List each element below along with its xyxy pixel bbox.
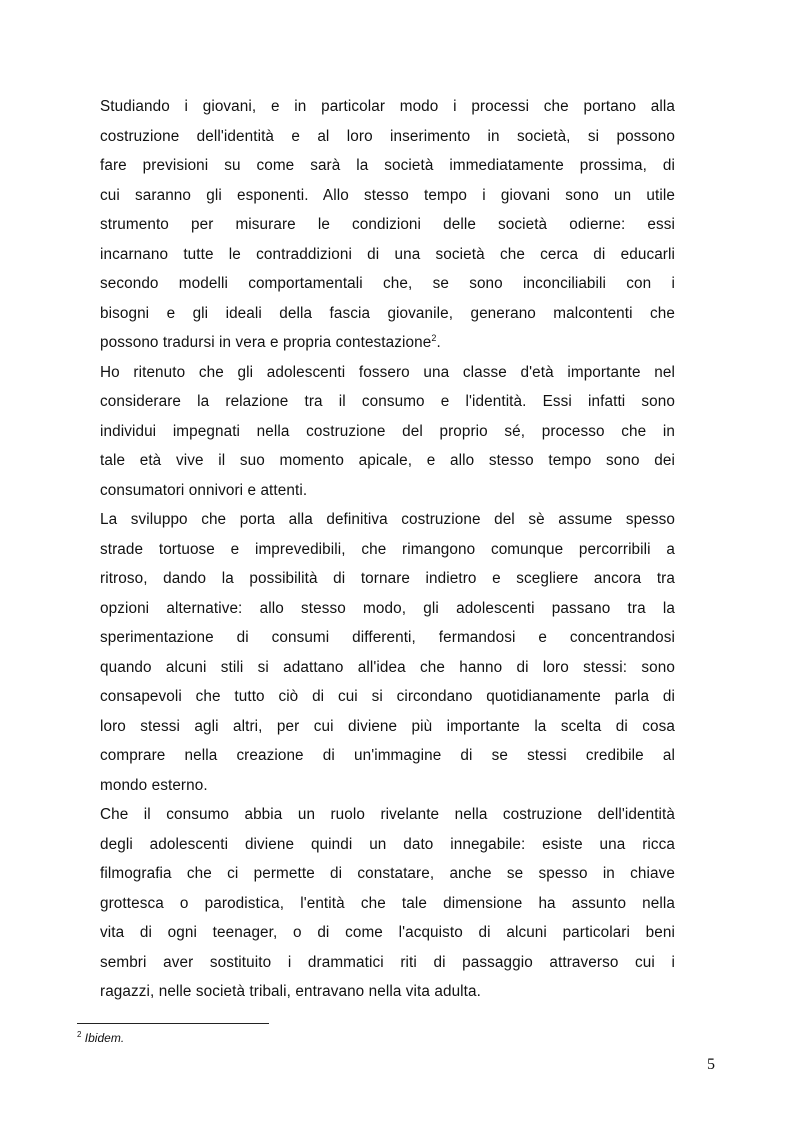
text-line: opzioni alternative: allo stesso modo, gli adolescenti passano tra la [100, 599, 675, 617]
text-line: comprare nella creazione di un'immagine di se stessi credibile al [100, 747, 675, 764]
text-line: consumatori onnivori e attenti. [100, 481, 308, 499]
text-line: strade tortuose e imprevedibili, che rimangono comunque percorribili a [100, 540, 675, 558]
paragraph-3 [100, 505, 675, 800]
text-line-last [100, 328, 675, 358]
text-line: cui saranno gli esponenti. Allo stesso tempo i giovani sono un utile [100, 186, 675, 204]
text-line: secondo modelli comportamentali che, se sono inconciliabili con i [100, 275, 675, 292]
paragraph-2 [100, 358, 675, 506]
text-line: fare previsioni su come sarà la società immediatamente prossima, di [100, 157, 675, 174]
body-text [100, 92, 675, 1007]
text-line: sperimentazione di consumi differenti, fermandosi e concentrandosi [100, 629, 675, 646]
text-line: grottesca o parodistica, l'entità che tale dimensione ha assunto nella [100, 894, 675, 912]
paragraph-1 [100, 92, 675, 358]
text-line: strumento per misurare le condizioni delle società odierne: essi [100, 216, 675, 233]
text-line: ritroso, dando la possibilità di tornare indietro e scegliere ancora tra [100, 570, 675, 587]
text-line: possono tradursi in vera e propria contestazione [100, 334, 432, 351]
text-line: Che il consumo abbia un ruolo rivelante nella costruzione dell'identità [100, 806, 675, 823]
text-line: filmografia che ci permette di constatare, anche se spesso in chiave [100, 865, 675, 882]
page-number: 5 [707, 1056, 715, 1073]
text-line: individui impegnati nella costruzione del proprio sé, processo che in [100, 422, 675, 440]
text-line: degli adolescenti diviene quindi un dato innegabile: esiste una ricca [100, 835, 675, 853]
footnote-separator [77, 1023, 269, 1024]
text-line: Ho ritenuto che gli adolescenti fossero una classe d'età importante nel [100, 363, 675, 381]
text-line: consapevoli che tutto ciò di cui si circondano quotidianamente parla di [100, 688, 675, 705]
text-line: La sviluppo che porta alla definitiva costruzione del sè assume spesso [100, 511, 675, 528]
text-line: loro stessi agli altri, per cui diviene più importante la scelta di cosa [100, 717, 675, 735]
text-line: mondo esterno. [100, 776, 208, 794]
text-line: vita di ogni teenager, o di come l'acquisto di alcuni particolari beni [100, 924, 675, 941]
paragraph-4 [100, 800, 675, 1007]
footnote [77, 1030, 124, 1046]
footnote-reference[interactable]: 2 [431, 332, 437, 343]
text-line: sembri aver sostituito i drammatici riti di passaggio attraverso cui i [100, 953, 675, 971]
text-line: quando alcuni stili si adattano all'idea che hanno di loro stessi: sono [100, 658, 675, 676]
sentence-end: . [436, 334, 441, 351]
text-line: ragazzi, nelle società tribali, entravano nella vita adulta. [100, 983, 481, 1000]
footnote-text: Ibidem. [84, 1031, 125, 1045]
text-line: considerare la relazione tra il consumo e l'identità. Essi infatti sono [100, 393, 675, 410]
text-line: tale età vive il suo momento apicale, e allo stesso tempo sono dei [100, 452, 675, 469]
footnote-number: 2 [77, 1030, 82, 1039]
text-line: Studiando i giovani, e in particolar modo i processi che portano alla [100, 98, 675, 115]
text-line: incarnano tutte le contraddizioni di una società che cerca di educarli [100, 245, 675, 263]
text-line: bisogni e gli ideali della fascia giovanile, generano malcontenti che [100, 304, 675, 322]
text-line: costruzione dell'identità e al loro inserimento in società, si possono [100, 127, 675, 145]
